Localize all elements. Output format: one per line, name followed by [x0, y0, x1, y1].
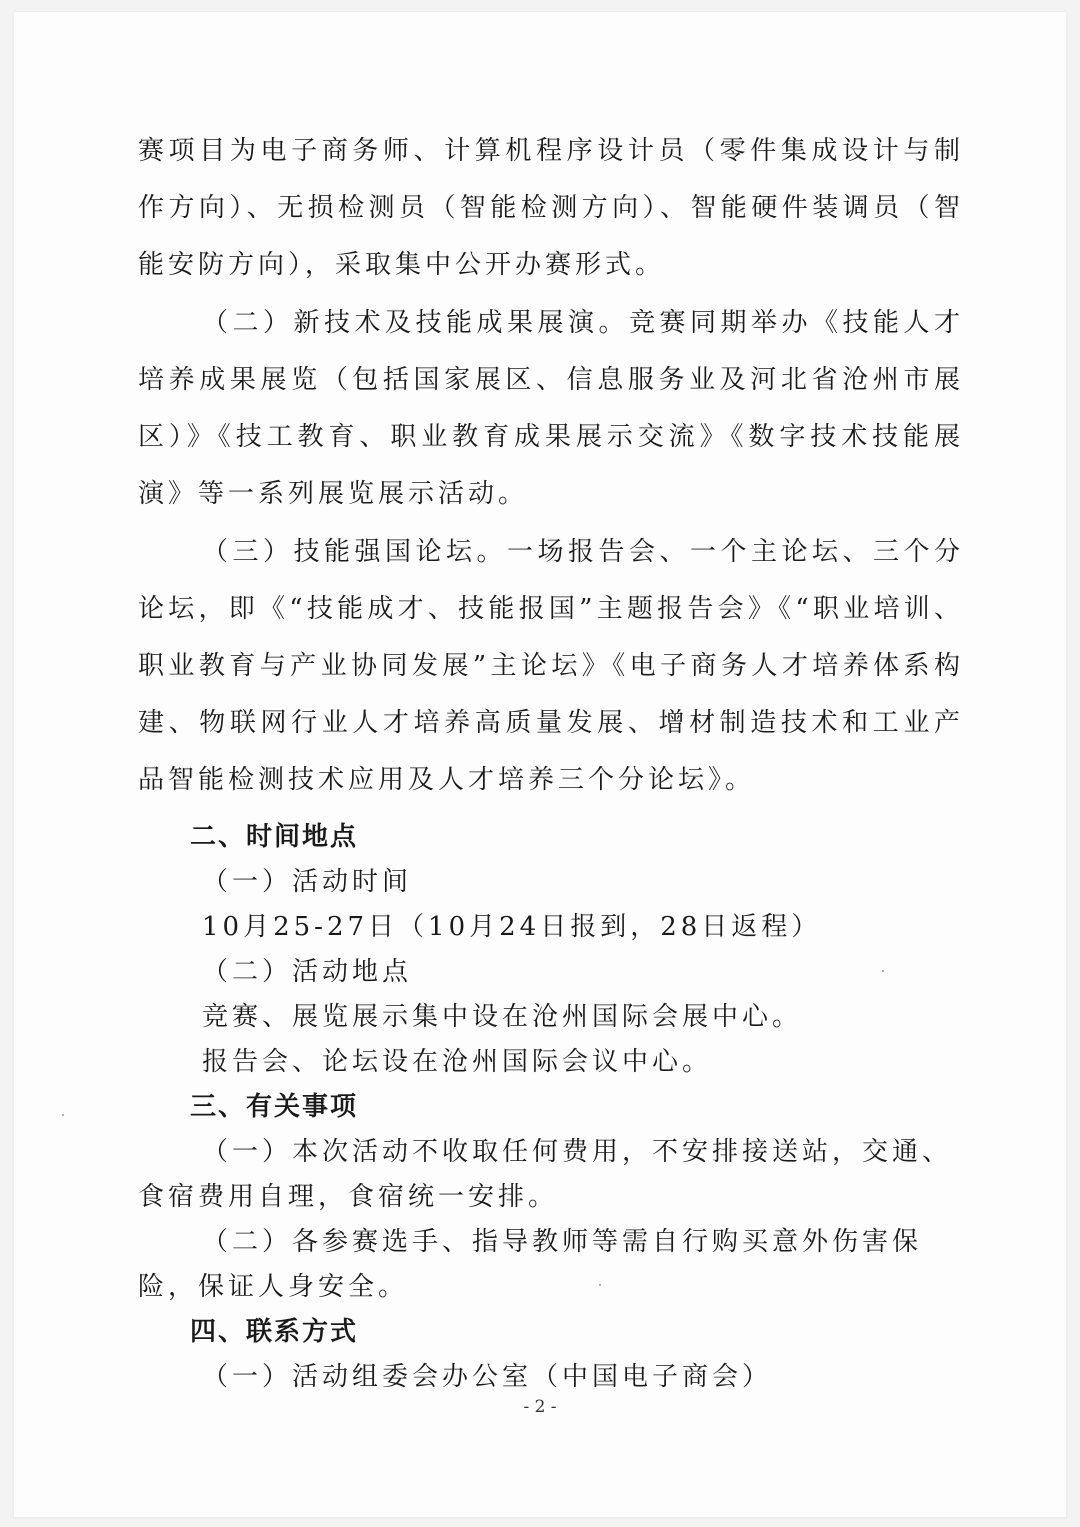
- scan-speck: [599, 1284, 601, 1286]
- contact-office: （一）活动组委会办公室（中国电子商会）: [202, 1362, 773, 1392]
- activity-time-value: 10月25-27日（10月24日报到，28日返程）: [202, 912, 822, 942]
- document-page: [14, 12, 1066, 1517]
- intro-paragraphs: [138, 123, 964, 809]
- venue-forum: 报告会、论坛设在沧州国际会议中心。: [202, 1047, 713, 1077]
- subheading-activity-venue: （二）活动地点: [202, 957, 413, 987]
- document-body: [138, 123, 964, 1400]
- paragraph-exhibition: （二）新技术及技能成果展演。竞赛同期举办《技能人才培养成果展览（包括国家展区、信息服务业及河北省沧州市展区）》《技工教育、职业教育成果展示交流》《数字技术技能展演》等一系列展览展示活动。: [138, 308, 964, 509]
- scan-speck: [62, 1114, 64, 1116]
- section-heading-time-place: 二、时间地点: [190, 822, 359, 852]
- page-number: - 2 -: [523, 1397, 557, 1417]
- venue-competition: 竞赛、展览展示集中设在沧州国际会展中心。: [202, 1002, 803, 1032]
- paragraph-competition-items: 赛项目为电子商务师、计算机程序设计员（零件集成设计与制作方向）、无损检测员（智能检测方向）、智能硬件装调员（智能安防方向），采取集中公开办赛形式。: [138, 136, 964, 280]
- details-sections: [138, 815, 964, 1400]
- scan-speck: [882, 970, 884, 972]
- matter-fees: （一）本次活动不收取任何费用，不安排接送站，交通、食宿费用自理，食宿统一安排。: [138, 1137, 953, 1212]
- matter-insurance: （二）各参赛选手、指导教师等需自行购买意外伤害保险，保证人身安全。: [138, 1227, 923, 1302]
- section-heading-contact: 四、联系方式: [190, 1317, 359, 1347]
- paragraph-forum: （三）技能强国论坛。一场报告会、一个主论坛、三个分论坛，即《“技能成才、技能报国”主题报告会》《“职业培训、职业教育与产业协同发展”主论坛》《电子商务人才培养体系构建、物联网行业人才培养高质量发展、增材制造技术和工业产品智能检测技术应用及人才培养三个分论坛》。: [138, 537, 964, 795]
- subheading-activity-time: （一）活动时间: [202, 867, 413, 897]
- section-heading-matters: 三、有关事项: [190, 1092, 359, 1122]
